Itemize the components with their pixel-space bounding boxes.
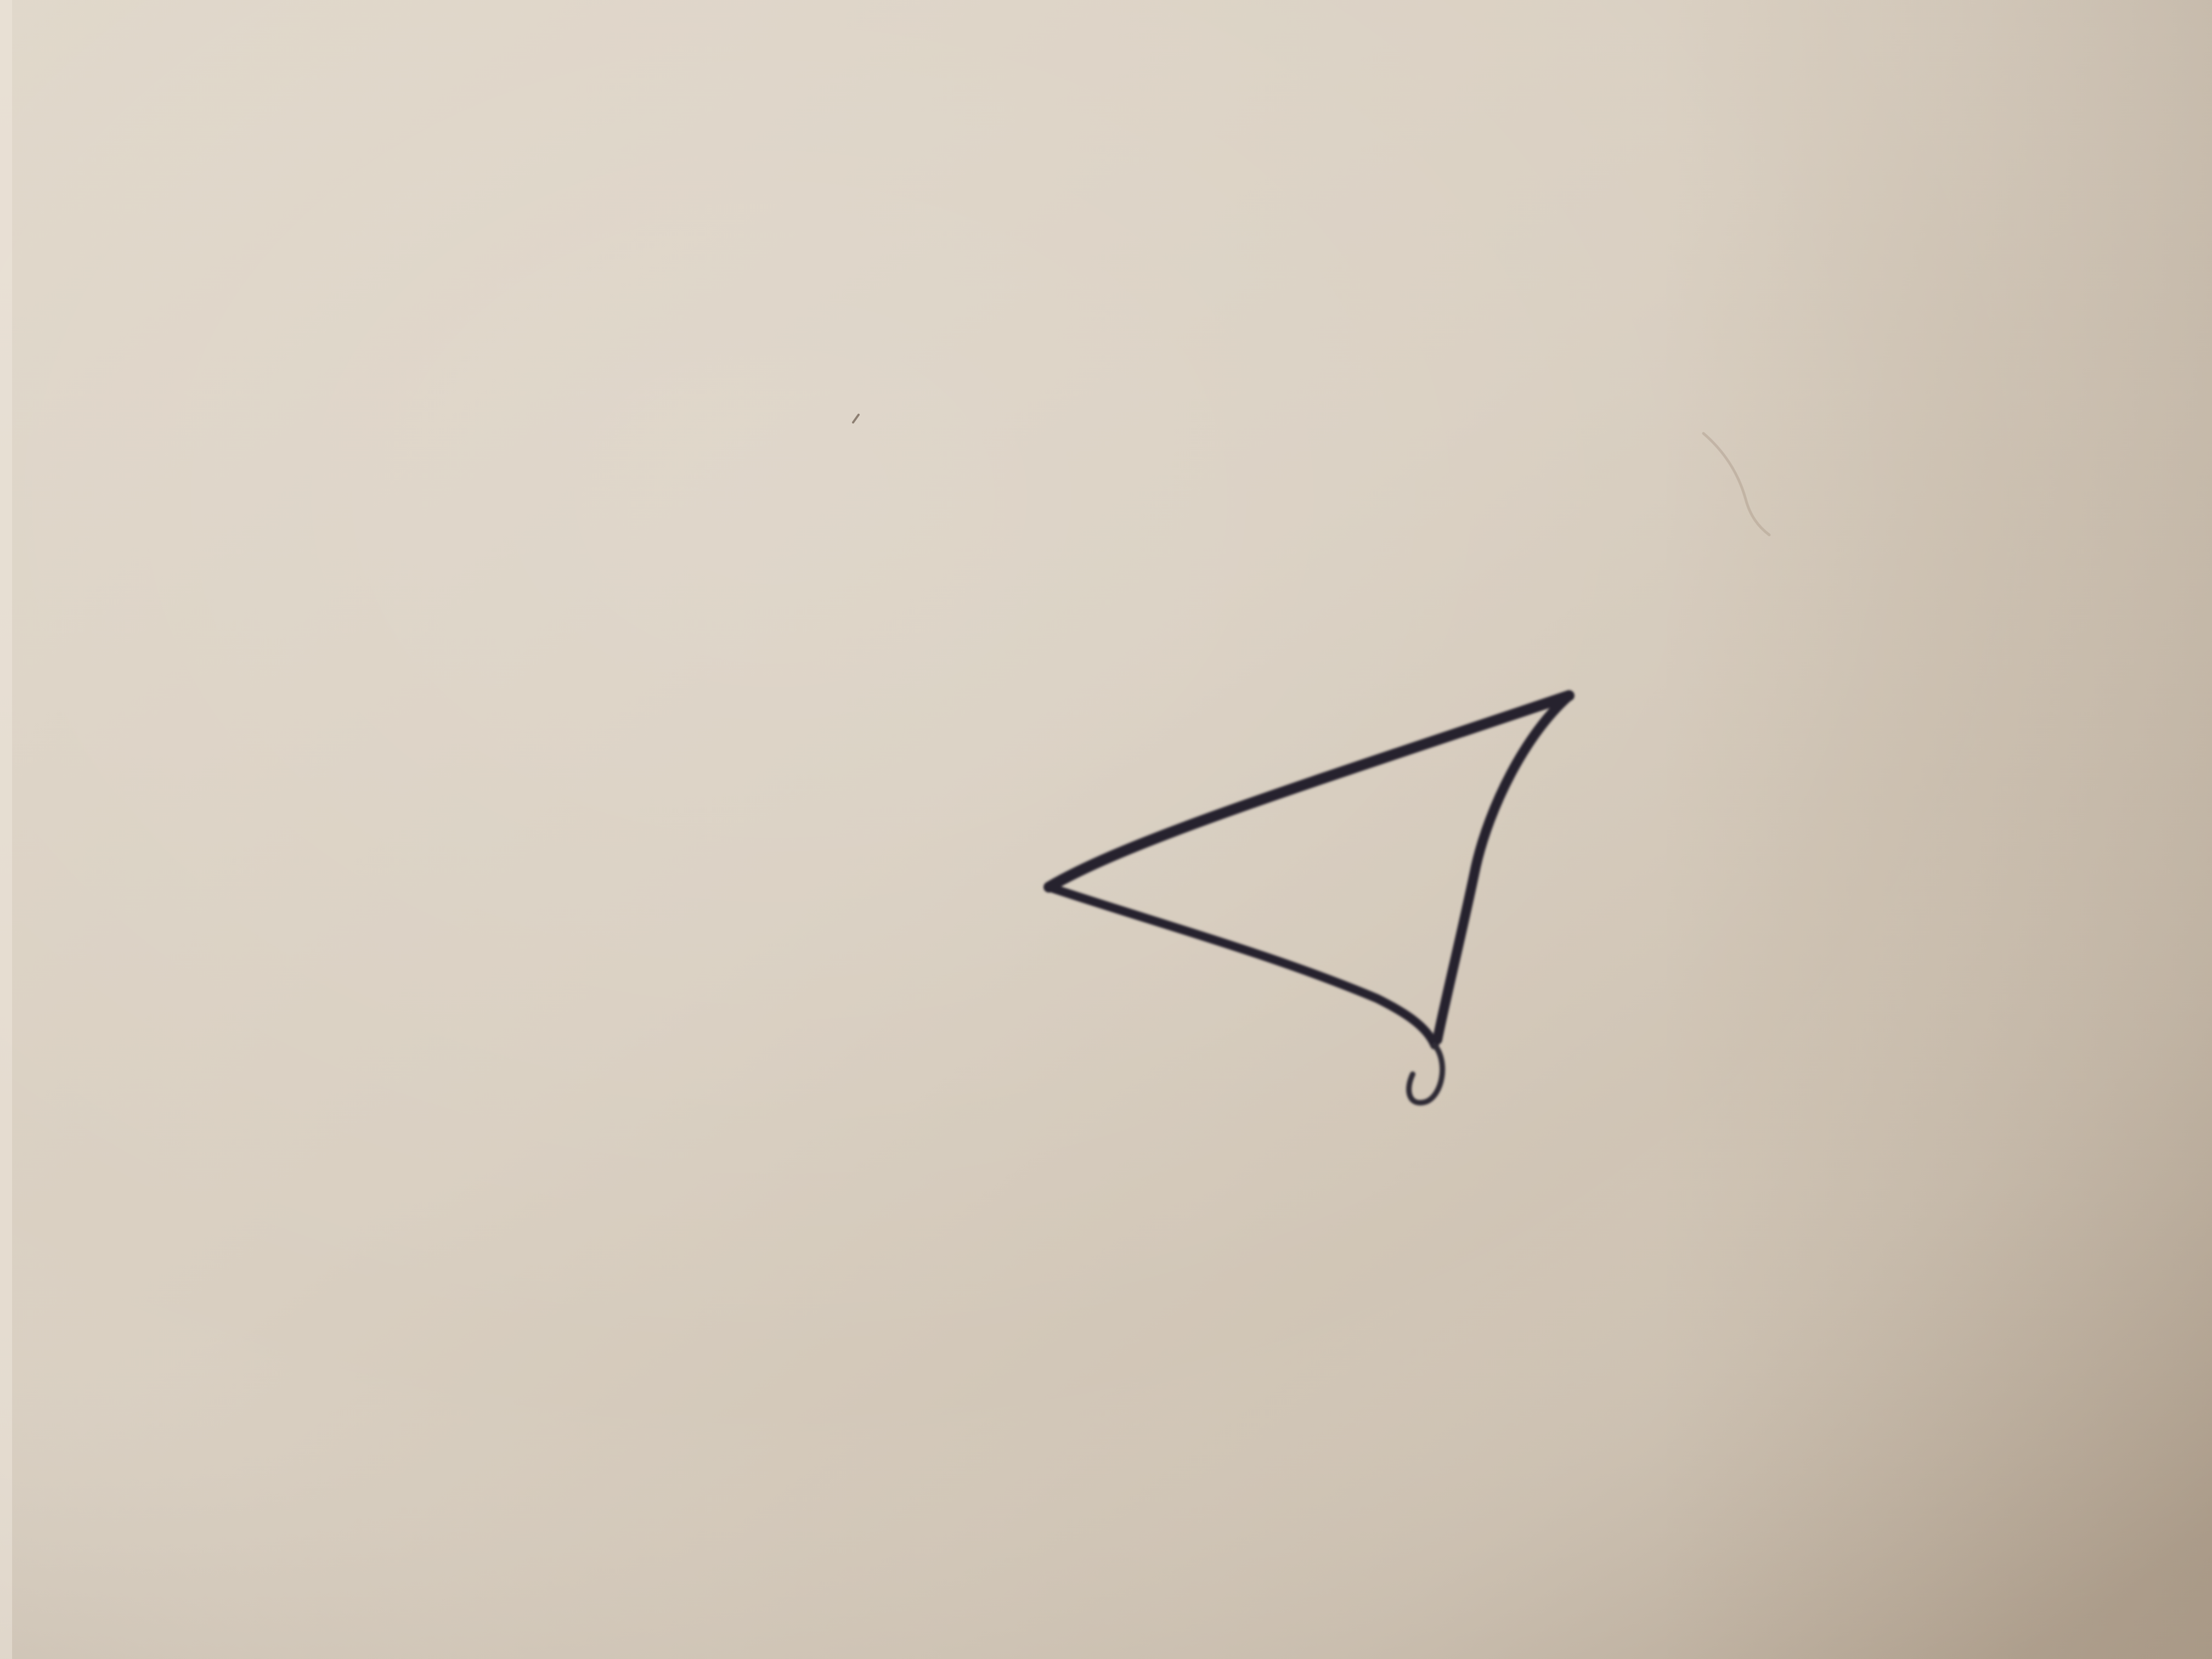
paper-left-edge <box>0 0 12 1659</box>
